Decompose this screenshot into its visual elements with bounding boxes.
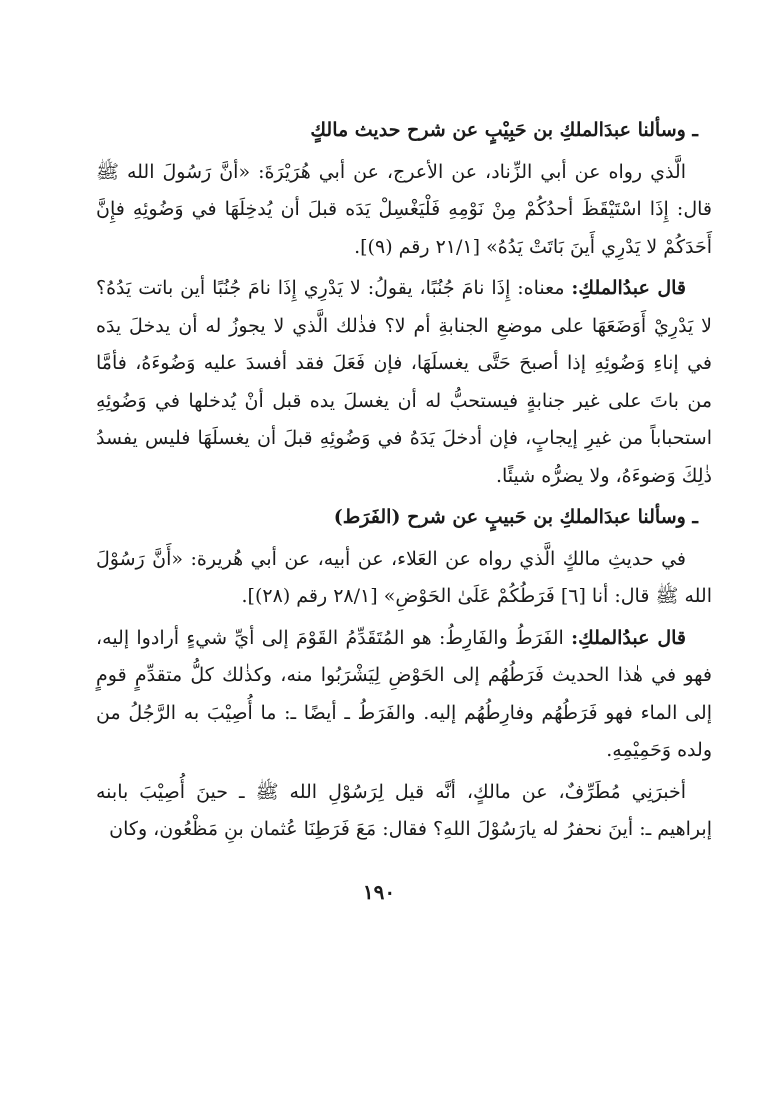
commentary-paragraph: [96, 270, 712, 495]
page-number: ١٩٠: [362, 880, 396, 904]
narration-paragraph-3: أخبرَنِي مُطَرِّفٌ، عن مالكٍ، أنَّه قيل لِرَسُوْلِ الله ﷺ ـ حينَ أُصِيْبَ بابنه إبراهيم ـ: أينَ نحفرُ له يارَسُوْلَ اللهِ؟ فقال: مَعَ فَرَطِنَا عُثمان بنِ مَظْعُون، وكان: [96, 780, 712, 840]
commentary-lead: قال عبدُالملكِ:: [571, 277, 687, 299]
commentary-lead-2: قال عبدُالملكِ:: [571, 626, 687, 649]
commentary-text: معناه: إِذَا نامَ جُنُبًا، يقولُ: لا يَدْرِي إِذَا نامَ جُنُبًا أين باتت يَدُهُ؟ لا يَدْرِيْ أَوَضَعَهَا على موضعِ الجنابةِ أم لا؟ فذٰلك الَّذي لا يجوزُ له أن يدخلَ يدَه في إناءِ وَضُوئِهِ إذا أصبحَ حَتَّى يغسلَهَا، فإن فَعَلَ فقد أفسدَ عليه وَضُوءَهُ، فأمَّا من باتَ على غير جنابةٍ فيستحبُّ له أن يغسلَ يده قبل أنْ يُدخلها في وَضُوئِهِ استحباباً من غيرِ إيجابٍ، فإن أدخلَ يَدَهُ في وَضُوئِهِ قبلَ أن يغسلَهَا فليس يفسدُ ذٰلِكَ وَضوءَهُ، ولا يضرُّه شيئًا.: [96, 277, 712, 487]
section-heading-faratt: ـ وسألنا عبدَالملكِ بن حَبيبٍ عن شرح (الفَرَط): [333, 506, 698, 528]
commentary-paragraph-2: [96, 620, 712, 770]
hadith-narration-paragraph: الَّذي رواه عن أبي الزِّناد، عن الأعرج، عن أبي هُرَيْرَةَ: «أنَّ رَسُولَ الله ﷺ قال: إِذَا اسْتَيْقَظَ أحدُكُمْ مِنْ نَوْمِهِ فَلْيَغْسِلْ يَدَه قبلَ أن يُدخِلَهَا في وَضُوئِهِ فإِنَّ أَحَدَكُمْ لا يَدْرِي أَينَ بَاتَتْ يَدُهُ» [٢١/١ رقم (٩)].: [96, 160, 712, 258]
section-heading-malik-hadith: ـ وسألنا عبدَالملكِ بن حَبِيْبٍ عن شرح حديث مالكٍ: [310, 119, 698, 141]
commentary-text-2: الفَرَطُ والفَارِطُ: هو المُتَقَدِّمُ القَوْمَ إلى أيِّ شيءٍ أرادوا إليه، فهو في هٰذا الحديث فَرَطُهُم إلى الحَوْضِ لِيَشْرَبُوا منه، وكذٰلك كلُّ متقدِّمٍ قومٍ إلى الماء فهو فَرَطُهُم وفارِطُهُم إليه. والفَرَطُ ـ أيضًا ـ: ما أُصِيْبَ به الرَّجُلُ من ولده وَحَمِيْمِهِ.: [96, 626, 712, 761]
hadith-narration-paragraph-2: في حديثِ مالكٍ الَّذي رواه عن العَلاء، عن أبيه، عن أبي هُريرة: «أَنَّ رَسُوْلَ الله ﷺ قال: أنا [٦] فَرَطُكُمْ عَلَىٰ الحَوْضِ» [٢٨/١ رقم (٢٨)].: [96, 547, 712, 607]
page-body: [96, 112, 712, 853]
